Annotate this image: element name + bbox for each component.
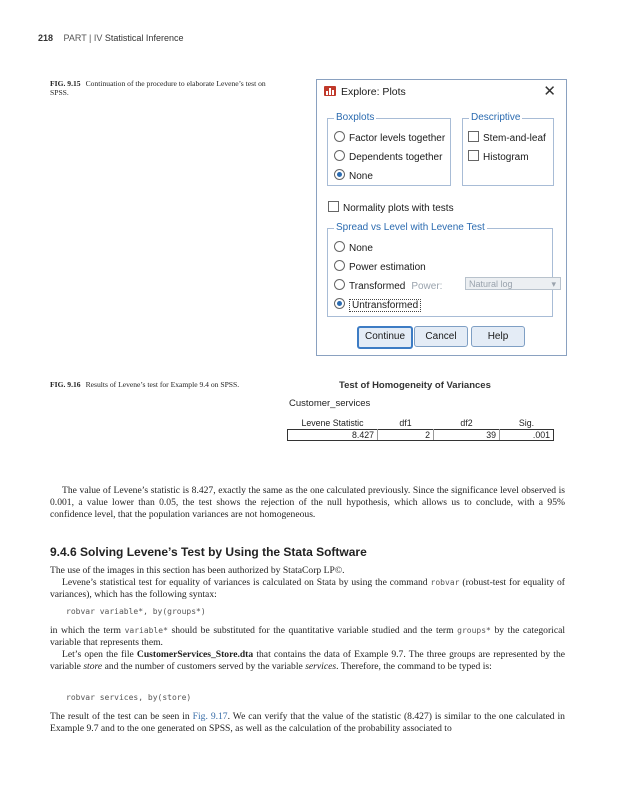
radio-selected-icon[interactable] xyxy=(334,169,345,180)
chapter-title: Statistical Inference xyxy=(104,33,184,43)
fig-9-15-label: FIG. 9.15 xyxy=(50,79,81,88)
checkbox-stem-and-leaf[interactable]: Stem-and-leaf xyxy=(468,131,546,144)
levene-results-table xyxy=(287,412,554,441)
fig-9-15-text: Continuation of the procedure to elaborate Levene’s test on SPSS. xyxy=(50,79,266,97)
boxplots-legend: Boxplots xyxy=(336,112,375,123)
header-sig: Sig. xyxy=(518,418,535,428)
page-number: 218 xyxy=(38,33,54,43)
radio-boxplots-none[interactable]: None xyxy=(334,169,373,182)
explore-plots-dialog xyxy=(316,79,567,356)
paragraph-authorization: The use of the images in this section has been authorized by StataCorp LP©. xyxy=(50,565,345,576)
inline-code-robvar: robvar xyxy=(430,578,460,587)
paragraph-robvar-intro: Levene’s statistical test for equality of variances is calculated on Stata by using the command robvar (robust-test for equality of variances), which has the following syntax: xyxy=(50,577,565,600)
section-heading: 9.4.6 Solving Levene’s Test by Using the Stata Software xyxy=(50,545,367,559)
table-title: Test of Homogeneity of Variances xyxy=(339,380,491,391)
running-header xyxy=(38,33,183,43)
code-command: robvar services, by(store) xyxy=(66,693,192,702)
table-row xyxy=(288,430,554,441)
cancel-button[interactable]: Cancel xyxy=(414,326,468,347)
spread-vs-level-group xyxy=(327,222,553,317)
inline-code-variable: variable* xyxy=(124,626,168,635)
checkbox-normality-plots[interactable]: Normality plots with tests xyxy=(328,201,454,214)
radio-icon[interactable] xyxy=(334,150,345,161)
part-label: PART | IV xyxy=(63,33,103,43)
checkbox-icon[interactable] xyxy=(328,201,339,212)
fig-9-16-caption xyxy=(50,380,290,389)
cell-df1: 2 xyxy=(378,430,434,441)
radio-icon[interactable] xyxy=(334,260,345,271)
fig-9-15-caption xyxy=(50,79,285,97)
radio-dependents-together[interactable]: Dependents together xyxy=(334,150,442,163)
boxplots-group xyxy=(327,112,451,186)
header-df1: df1 xyxy=(399,418,412,428)
close-icon[interactable]: ✕ xyxy=(543,83,556,100)
fig-9-16-label: FIG. 9.16 xyxy=(50,380,81,389)
dialog-title: Explore: Plots xyxy=(341,86,406,98)
file-name: CustomerServices_Store.dta xyxy=(136,649,254,660)
paragraph-open-file: Let’s open the file CustomerServices_Store.dta that contains the data of Example 9.7. The three groups are represented by the variable store and the number of customers served by the variable services. Therefore, the command to be typed is: xyxy=(50,649,565,672)
descriptive-group xyxy=(462,112,554,186)
paragraph-syntax-explanation: in which the term variable* should be substituted for the quantitative variable studied and the term groups* by the categorical variable that represents them. xyxy=(50,625,565,648)
code-syntax: robvar variable*, by(groups*) xyxy=(66,607,206,616)
header-df2: df2 xyxy=(460,418,473,428)
power-select[interactable]: Natural log ▾ xyxy=(465,277,561,290)
help-button[interactable]: Help xyxy=(471,326,525,347)
table-header-row xyxy=(288,412,554,430)
radio-factor-levels[interactable]: Factor levels together xyxy=(334,131,445,144)
radio-icon[interactable] xyxy=(334,279,345,290)
radio-icon[interactable] xyxy=(334,131,345,142)
checkbox-histogram[interactable]: Histogram xyxy=(468,150,529,163)
fig-9-17-link[interactable]: Fig. 9.17 xyxy=(192,711,228,722)
checkbox-icon[interactable] xyxy=(468,131,479,142)
radio-icon[interactable] xyxy=(334,241,345,252)
spss-app-icon xyxy=(324,85,336,97)
paragraph-result: The result of the test can be seen in Fig. 9.17. We can verify that the value of the statistic (8.427) is similar to the one calculated in Example 9.7 and to the one generated on SPSS, as well as the calculation of the probability associated to xyxy=(50,711,565,734)
cell-levene-statistic: 8.427 xyxy=(288,430,378,441)
checkbox-icon[interactable] xyxy=(468,150,479,161)
radio-spread-none[interactable]: None xyxy=(334,241,373,254)
radio-power-estimation[interactable]: Power estimation xyxy=(334,260,426,273)
power-label: Power: xyxy=(411,281,443,292)
header-levene-statistic: Levene Statistic xyxy=(301,418,364,428)
radio-transformed[interactable]: Transformed Power: Natural log ▾ xyxy=(334,279,549,292)
dialog-titlebar xyxy=(317,80,566,102)
spread-legend: Spread vs Level with Levene Test xyxy=(336,222,485,233)
inline-code-groups: groups* xyxy=(457,626,491,635)
radio-untransformed[interactable]: Untransformed xyxy=(334,298,421,311)
descriptive-legend: Descriptive xyxy=(471,112,521,123)
continue-button[interactable]: Continue xyxy=(357,326,413,349)
cell-df2: 39 xyxy=(434,430,500,441)
paragraph-levene-result: The value of Levene’s statistic is 8.427, exactly the same as the one calculated previously. Since the significance level observed is 0.001, a value lower than 0.05, the test shows the rejection of the null hypothesis, which allows us to conclude, with a 95% confidence level, that the population variances are not homogeneous. xyxy=(50,485,565,520)
cell-sig: .001 xyxy=(500,430,554,441)
table-variable: Customer_services xyxy=(289,398,371,409)
fig-9-16-text: Results of Levene’s test for Example 9.4 on SPSS. xyxy=(85,380,240,389)
radio-selected-icon[interactable] xyxy=(334,298,345,309)
